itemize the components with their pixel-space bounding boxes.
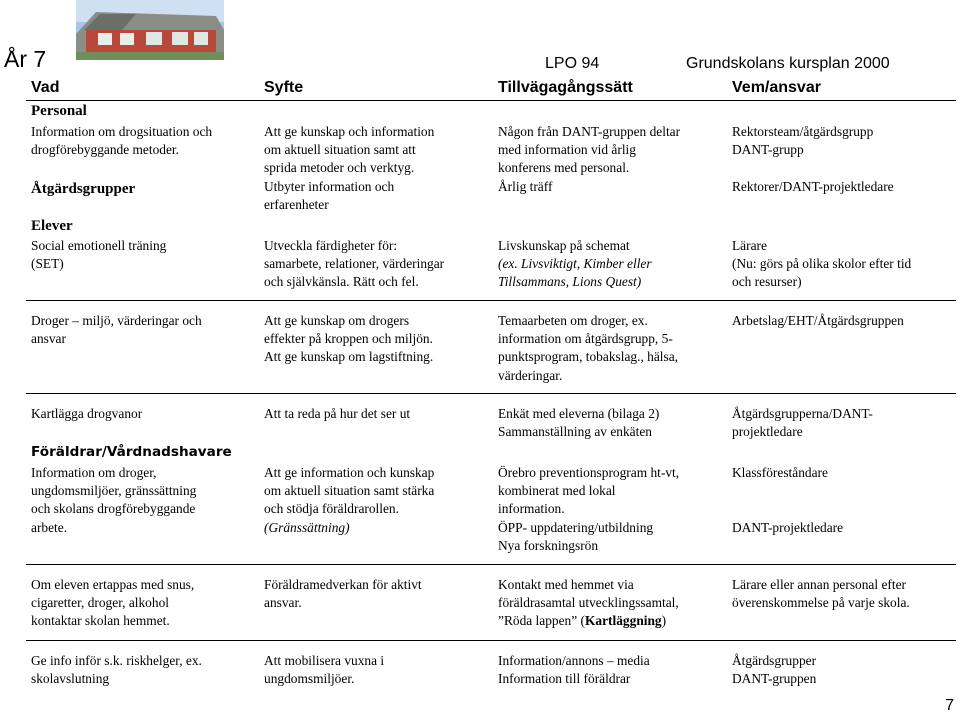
row-7-vad: Om eleven ertappas med snus, cigaretter, droger, alkohol kontaktar skolan hemmet. [31, 577, 195, 629]
document-subtitle: Grundskolans kursplan 2000 [686, 55, 890, 72]
column-header-syfte: Syfte [264, 79, 304, 96]
row-4-tillvagagangssatt: Temaarbeten om droger, ex. information om åtgärdsgrupp, 5- punktsprogram, tobakslag., hälsa, värderingar. [498, 313, 678, 383]
row-5-vem: Åtgärdsgrupperna/DANT- projektledare [732, 406, 873, 440]
row-1-syfte: Att ge kunskap och information om aktuell situation samt att sprida metoder och verktyg. [264, 124, 435, 176]
row-3-syfte: Utveckla färdigheter för: samarbete, relationer, värderingar och självkänsla. Rätt och fel. [264, 238, 445, 290]
row-5-tillvagagangssatt: Enkät med eleverna (bilaga 2) Sammanställning av enkäten [498, 406, 660, 440]
row-3-tillvagagangssatt: Livskunskap på schemat (ex. Livsviktigt, Kimber eller Tillsammans, Lions Quest) [498, 238, 652, 290]
row-7-syfte: Föräldramedverkan för aktivt ansvar. [264, 577, 422, 611]
row-2-vem: Rektorer/DANT-projektledare [732, 179, 894, 194]
row-4-syfte: Att ge kunskap om drogers effekter på kroppen och miljön. Att ge kunskap om lagstiftning. [264, 313, 434, 365]
row-8-vem: Åtgärdsgrupper DANT-gruppen [732, 653, 817, 687]
section-personal: Personal [31, 103, 87, 119]
row-1-tillvagagangssatt: Någon från DANT-gruppen deltar med information vid årlig konferens med personal. [498, 124, 681, 176]
row-4-vem: Arbetslag/EHT/Åtgärdsgruppen [732, 313, 904, 328]
row-5-vad: Kartlägga drogvanor [31, 406, 143, 421]
row-8-syfte: Att mobilisera vuxna i ungdomsmiljöer. [264, 653, 385, 687]
row-6-syfte: Att ge information och kunskap om aktuell situation samt stärka och stödja föräldrarollen. (Gränssättning) [264, 465, 435, 535]
column-header-tillvagagangssatt: Tillvägagångssätt [498, 79, 633, 96]
row-divider [26, 640, 956, 641]
row-2-vad: Åtgärdsgrupper [31, 181, 136, 197]
header-divider [26, 100, 956, 101]
column-header-vem: Vem/ansvar [732, 79, 821, 96]
row-divider [26, 564, 956, 565]
section-foraldrar: Föräldrar/Vårdnadshavare [31, 444, 232, 460]
section-elever: Elever [31, 218, 73, 234]
row-divider [26, 393, 956, 394]
row-7-vem: Lärare eller annan personal efter överenskommelse på varje skola. [732, 577, 910, 611]
page-number: 7 [945, 697, 954, 714]
row-7-tillvagagangssatt: Kontakt med hemmet via föräldrasamtal utvecklingssamtal, ”Röda lappen” (Kartläggning) [498, 577, 679, 629]
row-5-syfte: Att ta reda på hur det ser ut [264, 406, 411, 421]
row-2-syfte: Utbyter information och erfarenheter [264, 179, 395, 213]
row-1-vem: Rektorsteam/åtgärdsgrupp DANT-grupp [732, 124, 874, 158]
row-divider [26, 300, 956, 301]
year-label: År 7 [4, 46, 47, 72]
row-2-tillvagagangssatt: Årlig träff [498, 179, 553, 194]
row-8-tillvagagangssatt: Information/annons – media Information till föräldrar [498, 653, 650, 687]
row-6-vem: Klassföreståndare DANT-projektledare [732, 465, 844, 535]
row-1-vad: Information om drogsituation och drogförebyggande metoder. [31, 124, 213, 158]
column-header-vad: Vad [31, 79, 60, 96]
row-3-vad: Social emotionell träning (SET) [31, 238, 167, 272]
curriculum-label: LPO 94 [545, 55, 600, 72]
school-building-photo [76, 0, 224, 60]
row-3-vem: Lärare (Nu: görs på olika skolor efter tid och resurser) [732, 238, 912, 290]
row-8-vad: Ge info inför s.k. riskhelger, ex. skolavslutning [31, 653, 202, 687]
row-6-tillvagagangssatt: Örebro preventionsprogram ht-vt, kombinerat med lokal information. ÖPP- uppdatering/utbildning Nya forskningsrön [498, 465, 680, 553]
row-4-vad: Droger – miljö, värderingar och ansvar [31, 313, 202, 347]
row-6-vad: Information om droger, ungdomsmiljöer, gränssättning och skolans drogförebyggande arbete. [31, 465, 197, 535]
